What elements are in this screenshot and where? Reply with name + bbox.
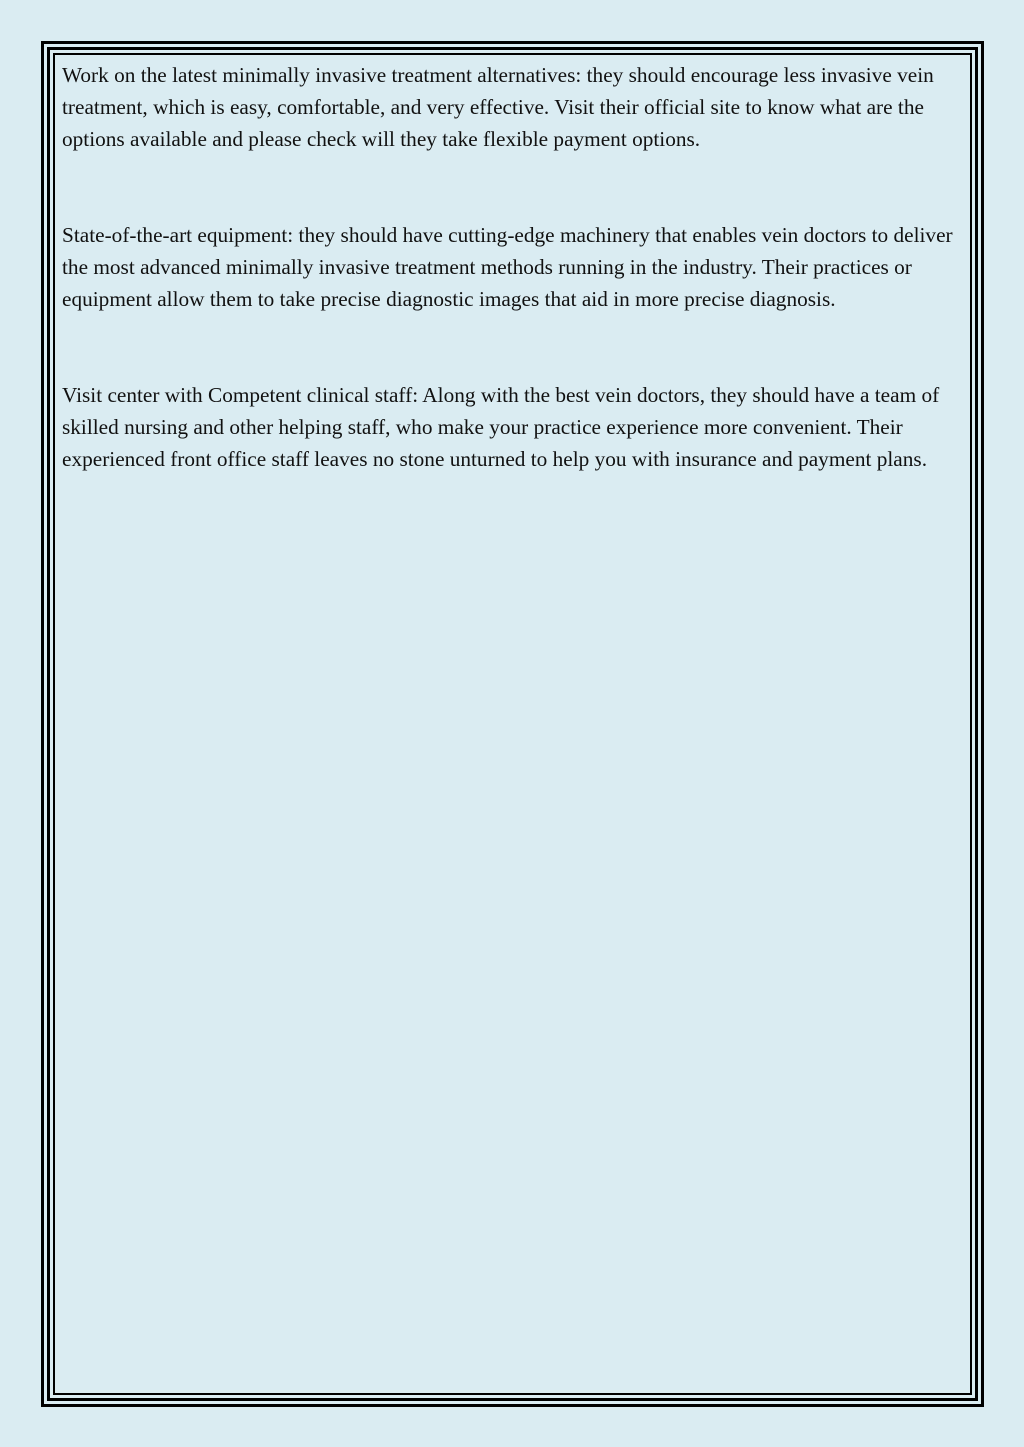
paragraph-treatment-alternatives: Work on the latest minimally invasive treatment alternatives: they should encourage less invasive vein treatment, which is easy, comfortable, and very effective. Visit their official site to know what are the options available and please check will they take flexible payment options.: [62, 63, 934, 151]
paragraph-equipment: State-of-the-art equipment: they should have cutting-edge machinery that enables vein doctors to deliver the most advanced minimally invasive treatment methods running in the industry. Their practices or equipment allow them to take precise diagnostic images that aid in more precise diagnosis.: [62, 223, 953, 311]
document-body: [62, 59, 967, 539]
paragraph-clinical-staff: Visit center with Competent clinical staff: Along with the best vein doctors, they should have a team of skilled nursing and other helping staff, who make your practice experience more convenient. Their experienced front office staff leaves no stone unturned to help you with insurance and payment plans.: [62, 383, 940, 471]
